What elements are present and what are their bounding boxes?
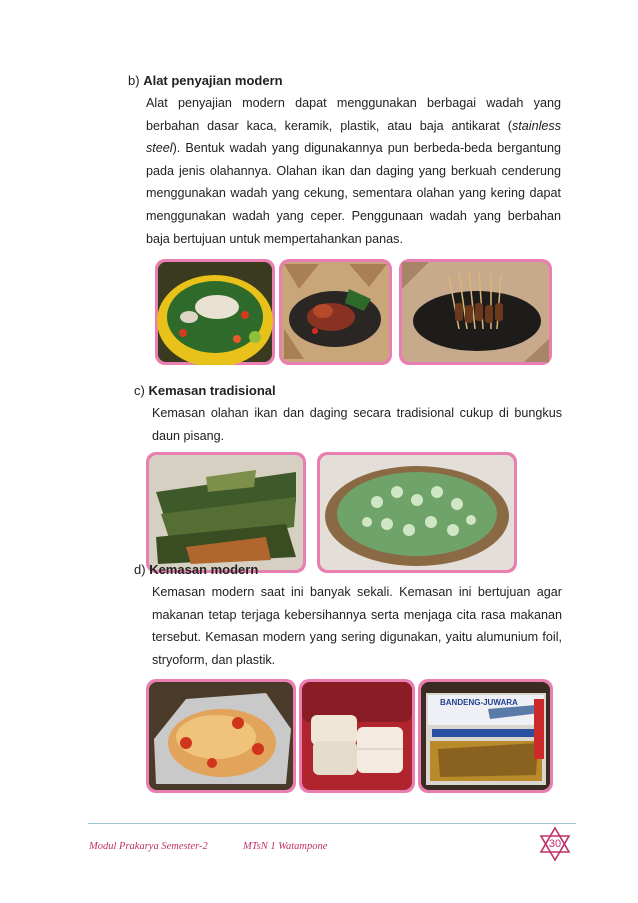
section-b-line-7: baja bertujuan untuk mempertahankan panas. [146,231,403,246]
photo-soup-bowl [155,259,275,365]
section-b-italic-stainless: stainless [512,118,561,133]
section-b-title: Alat penyajian modern [143,73,283,88]
section-b-paragraph [146,92,561,250]
section-c-line-2: daun pisang. [152,428,225,443]
photo-leaf-packets-basket [317,452,517,573]
section-b-line-6: menggunakan wadah yang ceper. Penggunaan wadah yang berbahan [146,208,561,223]
section-b-line-3-text: ). Bentuk wadah yang digunakannya pun berbeda-beda bergantung [172,141,561,156]
section-d-line-1: Kemasan modern saat ini banyak sekali. Kemasan ini bertujuan agar [152,585,562,599]
section-d-line-3: tersebut. Kemasan modern yang sering digunakan, yaitu alumunium foil, [152,630,562,645]
package-label: BANDENG-JUWARA [440,698,518,707]
footer-school-name: MTsN 1 Watampone [243,841,328,852]
page-number: 30 [548,838,562,850]
section-d-heading [134,562,258,577]
section-c-marker: c) [134,383,145,398]
section-c-line-1: Kemasan olahan ikan dan daging secara tradisional cukup di bungkus [152,406,562,420]
section-b-line-5: menggunakan wadah yang cekung, sementara olahan yang kering dapat [146,186,561,201]
footer-rule [88,823,576,824]
section-d-paragraph [152,581,562,671]
section-b-line-1: Alat penyajian modern dapat menggunakan berbagai wadah yang [146,96,561,110]
photo-grilled-plate [279,259,392,365]
section-d-marker: d) [134,562,146,577]
section-b-line-3 [146,137,561,160]
section-b-italic-steel: steel [146,141,173,156]
photo-foil-roast-chicken [146,679,296,793]
section-d-line-4: stryoform, dan plastik. [152,652,276,667]
section-b-heading [128,73,283,88]
section-c-title: Kemasan tradisional [148,383,276,398]
section-b-marker: b) [128,73,140,88]
photo-satay-plate [399,259,552,365]
section-c-heading [134,383,276,398]
footer-module-title: Modul Prakarya Semester-2 [89,841,208,852]
section-d-line-2: makanan tetap terjaga kebersihannya serta menjaga cita rasa makanan [152,607,562,622]
section-b-line-2 [146,115,561,138]
photo-banana-leaf-wraps [146,452,306,573]
section-d-title: Kemasan modern [149,562,259,577]
section-c-paragraph [152,402,562,447]
section-b-line-2-text: berbahan dasar kaca, keramik, plastik, atau baja antikarat ( [146,118,512,133]
section-b-line-4: pada jenis olahannya. Olahan ikan dan daging yang berkuah cenderung [146,163,561,178]
photo-styrofoam-boxes [299,679,415,793]
photo-plastic-package-milkfish [418,679,553,793]
